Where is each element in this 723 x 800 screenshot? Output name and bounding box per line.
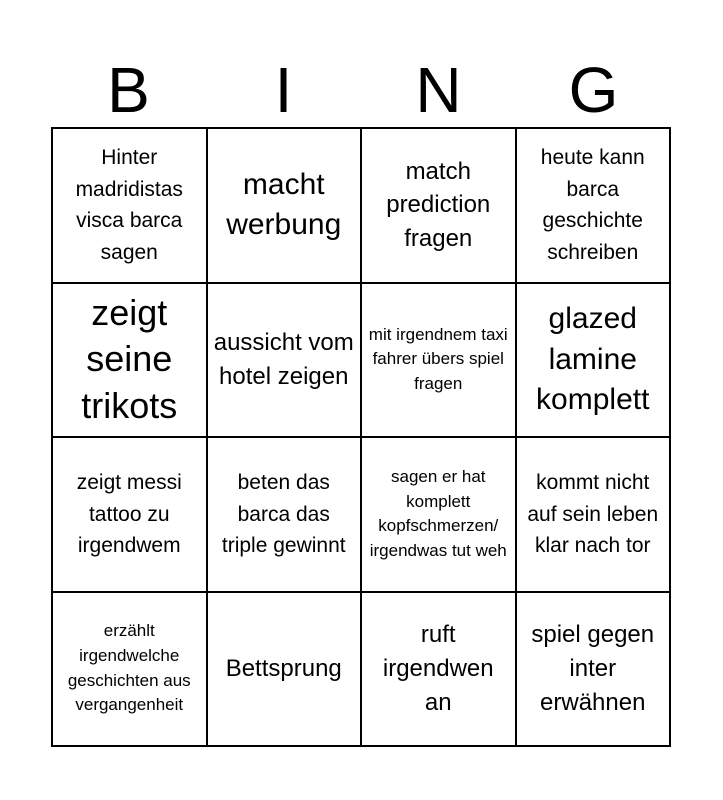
bingo-cell-r3c3[interactable] (362, 438, 517, 593)
bingo-cell-r1c1[interactable] (53, 129, 208, 284)
bingo-cell-r2c1[interactable] (53, 284, 208, 439)
bingo-cell-r4c3[interactable] (362, 593, 517, 748)
header-letter-g: G (568, 54, 619, 126)
bingo-cell-r1c2[interactable] (208, 129, 363, 284)
header-letter-n: N (415, 54, 462, 126)
bingo-cell-r4c4[interactable] (517, 593, 672, 748)
cell-text: erzählt irgendwelche geschichten aus vergangenheit (67, 621, 191, 715)
cell-text: heute kann barca geschichte schreiben (540, 146, 645, 264)
bingo-cell-r2c4[interactable] (517, 284, 672, 439)
cell-text: ruft irgendwen an (382, 621, 494, 716)
bingo-board (51, 127, 671, 747)
cell-text: aussicht vom hotel zeigen (213, 329, 354, 390)
cell-text: spiel gegen inter erwähnen (531, 621, 655, 716)
bingo-cell-r3c1[interactable] (53, 438, 208, 593)
bingo-cell-r1c3[interactable] (362, 129, 517, 284)
bingo-cell-r3c4[interactable] (517, 438, 672, 593)
cell-text: Bettsprung (225, 654, 342, 682)
cell-text: match prediction fragen (386, 157, 491, 253)
cell-text: macht werbung (226, 167, 342, 242)
bingo-cell-r4c2[interactable] (208, 593, 363, 748)
cell-text: sagen er hat komplett kopfschmerzen/ irgendwas tut weh (369, 466, 507, 560)
cell-text: glazed lamine komplett (536, 302, 650, 416)
cell-text: zeigt messi tattoo zu irgendwem (76, 471, 182, 557)
cell-text: beten das barca das triple gewinnt (221, 471, 346, 557)
cell-text: zeigt seine trikots (81, 291, 178, 427)
cell-text: mit irgendnem taxi fahrer übers spiel fragen (368, 324, 508, 394)
cell-text: kommt nicht auf sein leben klar nach tor (527, 471, 659, 557)
bingo-cell-r2c2[interactable] (208, 284, 363, 439)
cell-text: Hinter madridistas visca barca sagen (75, 146, 183, 264)
header-letter-b: B (107, 54, 150, 126)
bingo-cell-r1c4[interactable] (517, 129, 672, 284)
bingo-cell-r3c2[interactable] (208, 438, 363, 593)
bingo-cell-r2c3[interactable] (362, 284, 517, 439)
bingo-header (51, 52, 671, 128)
bingo-cell-r4c1[interactable] (53, 593, 208, 748)
header-letter-i: I (274, 54, 293, 126)
